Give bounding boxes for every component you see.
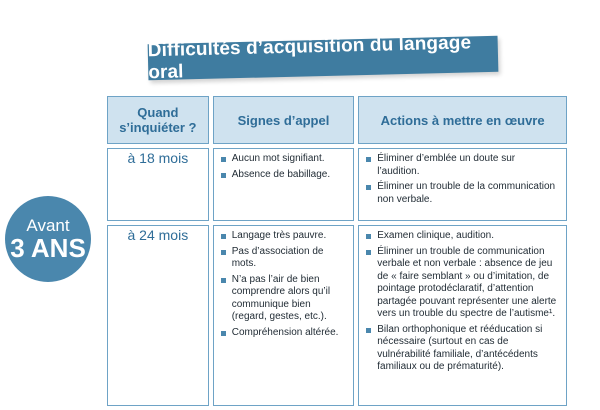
signs-cell xyxy=(213,148,355,221)
page-title: Difficultés d’acquisition du langage oral xyxy=(147,32,472,84)
list-item: Aucun mot signifiant. xyxy=(220,153,348,166)
row-when-cell: à 24 mois xyxy=(107,225,209,406)
list-item: Pas d’association de mots. xyxy=(220,246,348,271)
signs-list xyxy=(220,153,348,181)
actions-list xyxy=(365,153,560,206)
list-item: Éliminer un trouble de la communication non verbale. xyxy=(365,181,560,206)
header-actions: Actions à mettre en œuvre xyxy=(358,96,567,144)
list-item: Langage très pauvre. xyxy=(220,230,348,243)
age-badge-line2: 3 ANS xyxy=(10,233,86,263)
list-item: Compréhension altérée. xyxy=(220,327,348,340)
list-item: N’a pas l’air de bien comprendre alors qu’il communique bien (regard, gestes, etc.). xyxy=(220,274,348,324)
header-when: Quand s’inquiéter ? xyxy=(107,96,209,144)
row-when-cell: à 18 mois xyxy=(107,148,209,221)
list-item: Absence de babillage. xyxy=(220,169,348,182)
actions-cell xyxy=(358,148,567,221)
info-table xyxy=(103,92,571,410)
actions-list xyxy=(365,230,560,374)
list-item: Éliminer un trouble de communication verbale et non verbale : absence de jeu de « faire semblant » ou d’imitation, de pointage protodéclaratif, d’attention partagée pouvant représenter une alerte vers un trouble du spectre de l’autisme¹. xyxy=(365,246,560,321)
age-badge-line1: Avant xyxy=(26,216,70,235)
actions-cell xyxy=(358,225,567,406)
signs-list xyxy=(220,230,348,339)
table-row xyxy=(107,225,567,406)
header-row xyxy=(107,96,567,144)
header-signs: Signes d’appel xyxy=(213,96,355,144)
list-item: Éliminer d’emblée un doute sur l’audition. xyxy=(365,153,560,178)
table-row xyxy=(107,148,567,221)
signs-cell xyxy=(213,225,355,406)
list-item: Bilan orthophonique et rééducation si nécessaire (surtout en cas de vulnérabilité familiale, d’antécédents familiaux ou de prématurité). xyxy=(365,324,560,374)
age-badge xyxy=(5,196,91,282)
list-item: Examen clinique, audition. xyxy=(365,230,560,243)
